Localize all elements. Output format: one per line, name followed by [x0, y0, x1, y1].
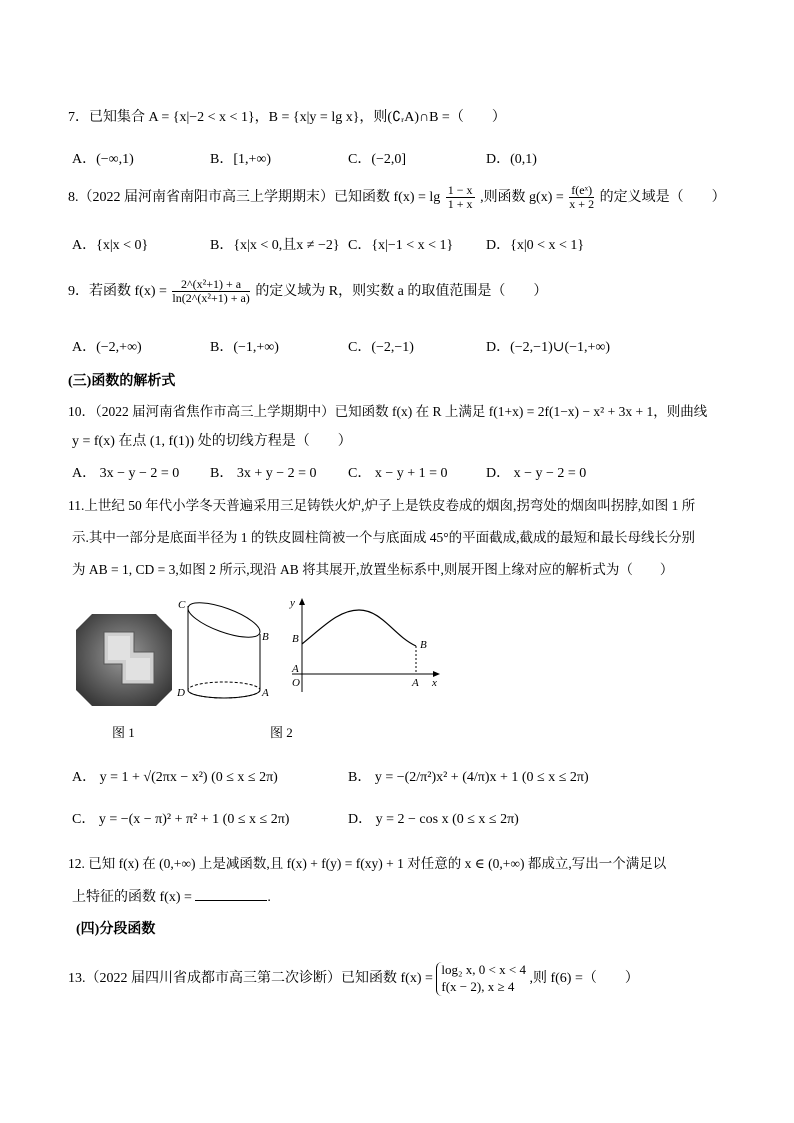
label-a: A	[262, 687, 269, 699]
figure-2-graph	[284, 596, 444, 696]
label-b-left: B	[292, 633, 299, 645]
figure-2-caption: 图 2	[270, 725, 293, 740]
q11-line-2: 示.其中一部分是底面半径为 1 的铁皮圆柱筒被一个与底面成 45°的平面截成,截成的最短和最长母线长分别	[72, 530, 696, 545]
q8-option-c: C．{x|−1 < x < 1}	[348, 238, 454, 253]
q13-case-2: f(x − 2), x ≥ 4	[441, 978, 515, 994]
q9-stem-b: 的定义域为 R，则实数 a 的取值范围是（ ）	[255, 283, 548, 299]
q12-line-2-end: .	[267, 890, 271, 905]
q8-fraction-2	[569, 184, 594, 211]
section-heading-4: (四)分段函数	[76, 922, 156, 937]
q7-option-a: A．(−∞,1)	[72, 152, 134, 167]
q13-stem-a: 13.（2022 届四川省成都市高三第二次诊断）已知函数 f(x) =	[68, 971, 433, 987]
q8-fraction-1	[446, 184, 475, 211]
figure-1-photo	[74, 612, 174, 708]
q8-option-a: A．{x|x < 0}	[72, 238, 149, 253]
q7-option-d: D．(0,1)	[486, 152, 537, 167]
figure-1-caption: 图 1	[112, 725, 135, 740]
label-b-right: B	[420, 639, 427, 651]
q10-line-2: y = f(x) 在点 (1, f(1)) 处的切线方程是（ ）	[72, 434, 352, 449]
q9-option-a: A．(−2,+∞)	[72, 340, 142, 355]
q11-line-1: 11.上世纪 50 年代小学冬天普遍采用三足铸铁火炉,炉子上是铁皮卷成的烟囱,拐弯处的烟囱叫拐脖,如图 1 所	[68, 498, 696, 513]
q9-option-c: C．(−2,−1)	[348, 340, 414, 355]
q8-stem	[68, 184, 726, 211]
q13-piecewise	[436, 962, 526, 996]
q11-option-d: D． y = 2 − cos x (0 ≤ x ≤ 2π)	[348, 812, 519, 827]
q13-case-1: log₂ x, 0 < x < 4	[441, 962, 526, 977]
q7-stem: 7．已知集合 A = {x|−2 < x < 1}，B = {x|y = lg x}，则(∁ᵣA)∩B =（ ）	[68, 110, 506, 125]
q8-frac1-den: 1 + x	[447, 197, 473, 212]
section-heading-3: (三)函数的解析式	[68, 374, 176, 389]
q11-option-a: A． y = 1 + √(2πx − x²) (0 ≤ x ≤ 2π)	[72, 770, 278, 785]
q9-frac-num: 2^(x²+1) + a	[172, 278, 249, 292]
label-y-axis: y	[290, 597, 295, 609]
label-a-right: A	[412, 677, 419, 689]
q8-frac1-num: 1 − x	[447, 183, 473, 197]
label-b: B	[262, 631, 269, 643]
q10-option-d: D． x − y − 2 = 0	[486, 466, 587, 481]
q9-fraction	[172, 278, 249, 305]
label-d: D	[177, 687, 185, 699]
q13-stem-b: ,则 f(6) =（ ）	[529, 971, 639, 987]
q10-line-1: 10．（2022 届河南省焦作市高三上学期期中）已知函数 f(x) 在 R 上满足 f(1+x) = 2f(1−x) − x² + 3x + 1，则曲线	[68, 404, 708, 419]
q13-stem	[68, 962, 639, 996]
q12-line-2-text: 上特征的函数 f(x) =	[72, 890, 192, 905]
q11-line-3: 为 AB = 1, CD = 3,如图 2 所示,现沿 AB 将其展开,放置坐标系中,则展开图上缘对应的解析式为（ ）	[72, 562, 674, 577]
label-c: C	[178, 599, 186, 611]
q8-option-d: D．{x|0 < x < 1}	[486, 238, 585, 253]
q8-frac2-num: f(eˣ)	[571, 183, 593, 197]
q8-option-b: B．{x|x < 0,且x ≠ −2}	[210, 238, 340, 253]
label-x-axis: x	[432, 677, 437, 689]
q7-option-c: C．(−2,0]	[348, 152, 407, 167]
q7-option-b: B．[1,+∞)	[210, 152, 272, 167]
label-origin: O	[292, 677, 300, 689]
q12-line-2	[72, 886, 271, 906]
q8-frac2-den: x + 2	[569, 197, 595, 212]
q8-stem-c: 的定义域是（ ）	[599, 189, 726, 205]
q10-option-b: B． 3x + y − 2 = 0	[210, 466, 317, 481]
q9-frac-den: ln(2^(x²+1) + a)	[172, 291, 250, 306]
q11-option-b: B． y = −(2/π²)x² + (4/π)x + 1 (0 ≤ x ≤ 2π)	[348, 770, 589, 785]
q8-stem-b: ,则函数 g(x) =	[480, 189, 564, 205]
q10-option-c: C． x − y + 1 = 0	[348, 466, 448, 481]
q11-option-c: C． y = −(x − π)² + π² + 1 (0 ≤ x ≤ 2π)	[72, 812, 290, 827]
q12-line-1: 12. 已知 f(x) 在 (0,+∞) 上是减函数,且 f(x) + f(y) = f(xy) + 1 对任意的 x ∈ (0,+∞) 都成立,写出一个满足以	[68, 856, 667, 871]
q9-option-b: B．(−1,+∞)	[210, 340, 279, 355]
figure-cut-cylinder	[176, 596, 270, 704]
q9-stem	[68, 278, 547, 305]
q10-option-a: A． 3x − y − 2 = 0	[72, 466, 180, 481]
q9-option-d: D．(−2,−1)∪(−1,+∞)	[486, 340, 611, 355]
label-a-left: A	[292, 663, 299, 675]
q8-stem-a: 8.（2022 届河南省南阳市高三上学期期末）已知函数 f(x) = lg	[68, 189, 441, 205]
q12-answer-blank[interactable]	[195, 886, 267, 901]
q9-stem-a: 9．若函数 f(x) =	[68, 283, 167, 299]
